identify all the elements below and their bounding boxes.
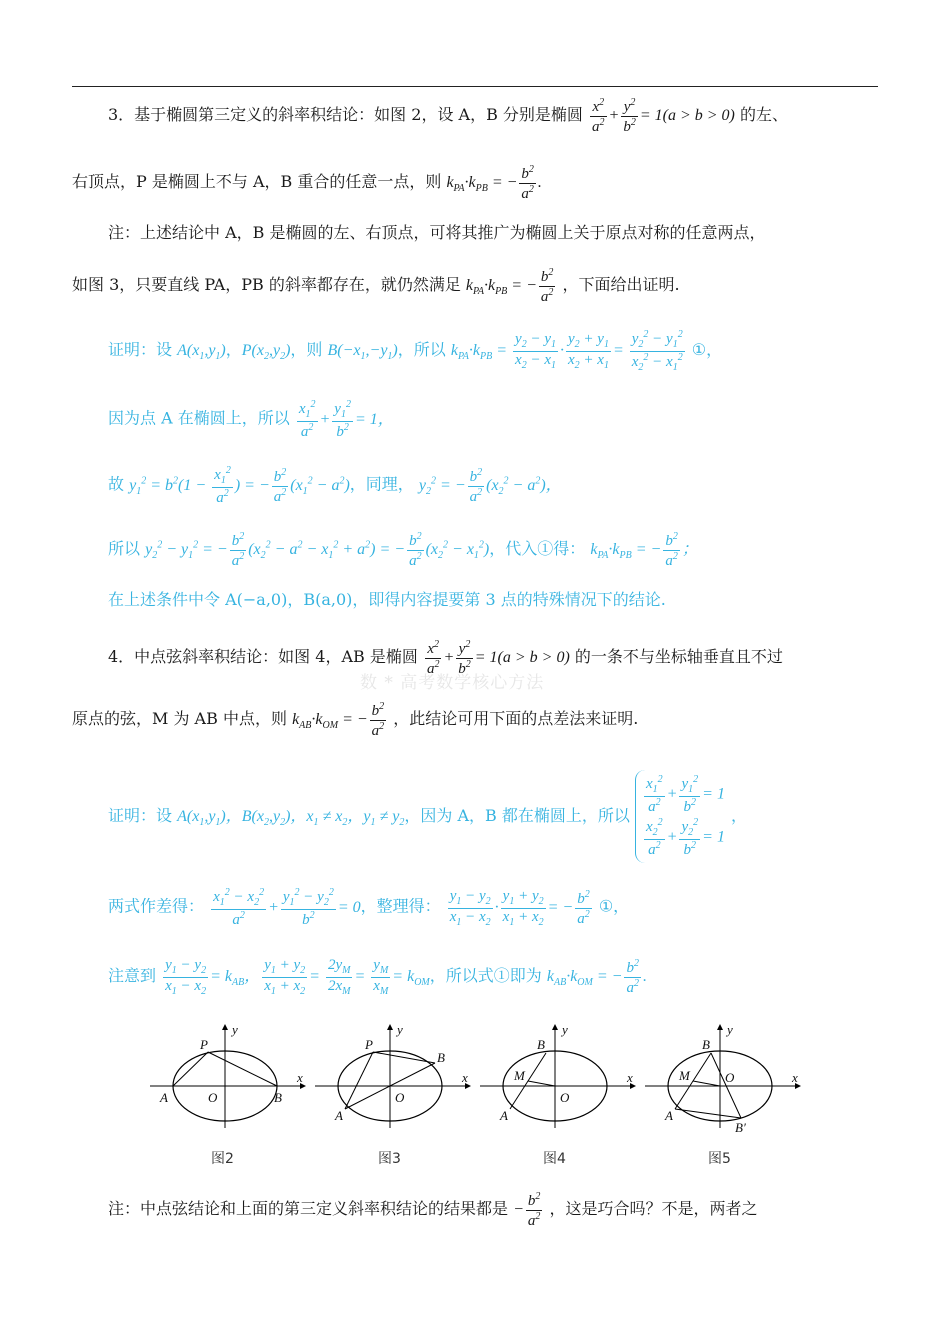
- svg-text:M: M: [679, 1068, 690, 1083]
- section3-note2: 如图 3，只要直线 PA，PB 的斜率都存在，就仍然满足 $k_{PA}\cdot k_{PB}$ = − $\frac{b^2}{a^2}$ ，下面给出证明.: [72, 267, 680, 305]
- slope-product-formula: $k_{PA}\cdot k_{PB}$ = − $\frac{b^2}{a^2}$ .: [446, 164, 542, 202]
- figures-row: [150, 1022, 810, 1136]
- header-rule: [72, 86, 878, 87]
- figure-2-caption: 图2: [211, 1151, 234, 1167]
- svg-text:B: B: [537, 1037, 545, 1052]
- section4-proof-line3: 注意到 $\frac{y_1 - y_2}{x_1 - x_2}$ = $k_{AB}$， $\frac{y_1 + y_2}{x_1 + x_2}$ = $\frac{2y_M}{2x_M}$ = $\frac{y_M}{x_M}$ = $k_{OM}$，所以式①即为 $k_{AB}\cdot k_{OM}$ = − $\frac{b^2}{a^2}$ .: [108, 957, 647, 997]
- svg-text:y: y: [232, 1022, 238, 1037]
- svg-text:y: y: [727, 1022, 733, 1037]
- svg-text:A: A: [500, 1108, 508, 1123]
- ellipse-figures: [150, 1022, 810, 1132]
- svg-text:A: A: [665, 1108, 673, 1123]
- section4-proof-line1: 证明：设 $A(x_1,y_1)$，$B(x_2,y_2)$，$x_1 \ne x_2$，$y_1 \ne y_2$，因为 A，B 都在椭圆上，所以 $\frac{x_1^2}{a^2}$ + $\frac{y_1^2}{b^2}$ = 1 $\frac{x_2^2}{a^2}$ + $\frac{y_2^2}{b^2}$ = 1 ，: [108, 770, 920, 863]
- svg-text:P: P: [200, 1037, 208, 1052]
- svg-text:O: O: [560, 1090, 570, 1105]
- svg-text:B: B: [702, 1037, 710, 1052]
- figure-5-caption: 图5: [708, 1151, 731, 1167]
- ellipse-equation: $\frac{x^2}{a^2}$ + $\frac{y^2}{b^2}$ = 1(a > b > 0): [592, 97, 735, 135]
- svg-text:A: A: [160, 1090, 168, 1105]
- figure-4-caption: 图4: [543, 1151, 566, 1167]
- equation-system: $\frac{x_1^2}{a^2}$ + $\frac{y_1^2}{b^2}$ = 1 $\frac{x_2^2}{a^2}$ + $\frac{y_2^2}{b^2}$ = 1: [635, 770, 731, 863]
- svg-text:O: O: [725, 1070, 735, 1085]
- figure-2-diagram: [150, 1022, 306, 1128]
- svg-text:y: y: [397, 1022, 403, 1037]
- section3-proof-line4: 所以 $y_2^2 - y_1^2$ = − $\frac{b^2}{a^2}$ $(x_2^2 - a^2 - x_1^2 + a^2)$ = − $\frac{b^2}{a^2}$ $(x_2^2 - x_1^2)$，代入①得： $k_{PA}\cdot k_{PB}$ = − $\frac{b^2}{a^2}$ ；: [108, 531, 698, 569]
- section3-line2: 右顶点，P 是椭圆上不与 A，B 重合的任意一点，则 $k_{PA}\cdot k_{PB}$ = − $\frac{b^2}{a^2}$ .: [72, 164, 542, 202]
- svg-text:x: x: [627, 1070, 633, 1085]
- section3-proof-line5: 在上述条件中令 A(−a,0)，B(a,0)，即得内容提要第 3 点的特殊情况下的结论.: [108, 590, 666, 609]
- section3-proof-line1: 证明：设 $A(x_1,y_1)$，$P(x_2,y_2)$，则 $B(-x_1,-y_1)$，所以 $k_{PA}\cdot k_{PB}$ = $\frac{y_2 - y_1}{x_2 - x_1}$ · $\frac{y_2 + y_1}{x_2 + x_1}$ = $\frac{y_2^2 - y_1^2}{x_2^2 - x_1^2}$ ①，: [108, 329, 723, 373]
- figure-3-caption: 图3: [378, 1151, 401, 1167]
- svg-text:O: O: [208, 1090, 218, 1105]
- figure-3-diagram: [315, 1022, 471, 1128]
- section3-note1: 注：上述结论中 A，B 是椭圆的左、右顶点，可将其推广为椭圆上关于原点对称的任意两点，: [108, 223, 766, 242]
- final-note: 注：中点弦结论和上面的第三定义斜率积结论的结果都是 − $\frac{b^2}{a^2}$ ，这是巧合吗？不是，两者之: [108, 1191, 758, 1229]
- section3-proof-line3: 故 $y_1^2 = b^2(1$ − $\frac{x_1^2}{a^2}$ ) = − $\frac{b^2}{a^2}$ $(x_1^2 - a^2)$，同理， $y_2^2$ = − $\frac{b^2}{a^2}$ $(x_2^2 - a^2)$，: [108, 465, 562, 506]
- svg-text:O: O: [395, 1090, 405, 1105]
- svg-text:M: M: [514, 1068, 525, 1083]
- svg-text:B: B: [274, 1090, 282, 1105]
- section4-proof-line2: 两式作差得： $\frac{x_1^2 - x_2^2}{a^2}$ + $\frac{y_1^2 - y_2^2}{b^2}$ = 0，整理得： $\frac{y_1 - y_2}{x_1 - x_2}$ · $\frac{y_1 + y_2}{x_1 + x_2}$ = − $\frac{b^2}{a^2}$ ①，: [108, 887, 630, 928]
- svg-text:A: A: [335, 1108, 343, 1123]
- svg-text:x: x: [792, 1070, 798, 1085]
- svg-text:B′: B′: [735, 1120, 746, 1132]
- section3-proof-line2: 因为点 A 在椭圆上，所以 $\frac{x_1^2}{a^2}$ + $\frac{y_1^2}{b^2}$ = 1，: [108, 399, 394, 440]
- figure-5-diagram: [645, 1022, 801, 1132]
- section3-intro: 3．基于椭圆第三定义的斜率积结论：如图 2，设 A，B 分别是椭圆 $\frac{x^2}{a^2}$ + $\frac{y^2}{b^2}$ = 1(a > b > 0) 的左、: [108, 97, 788, 135]
- svg-text:B: B: [437, 1050, 445, 1065]
- section4-intro: 4．中点弦斜率积结论：如图 4，AB 是椭圆 $\frac{x^2}{a^2}$ + $\frac{y^2}{b^2}$ = 1(a > b > 0) 的一条不与坐标轴垂直且不过: [108, 639, 783, 677]
- svg-text:x: x: [462, 1070, 468, 1085]
- svg-text:x: x: [297, 1070, 303, 1085]
- section4-line2: 原点的弦，M 为 AB 中点，则 $k_{AB}\cdot k_{OM}$ = − $\frac{b^2}{a^2}$ ，此结论可用下面的点差法来证明.: [72, 701, 639, 739]
- svg-text:y: y: [562, 1022, 568, 1037]
- svg-text:P: P: [365, 1037, 373, 1052]
- figure-4-diagram: [480, 1022, 636, 1128]
- watermark: 数 * 高考数学核心方法: [360, 673, 545, 693]
